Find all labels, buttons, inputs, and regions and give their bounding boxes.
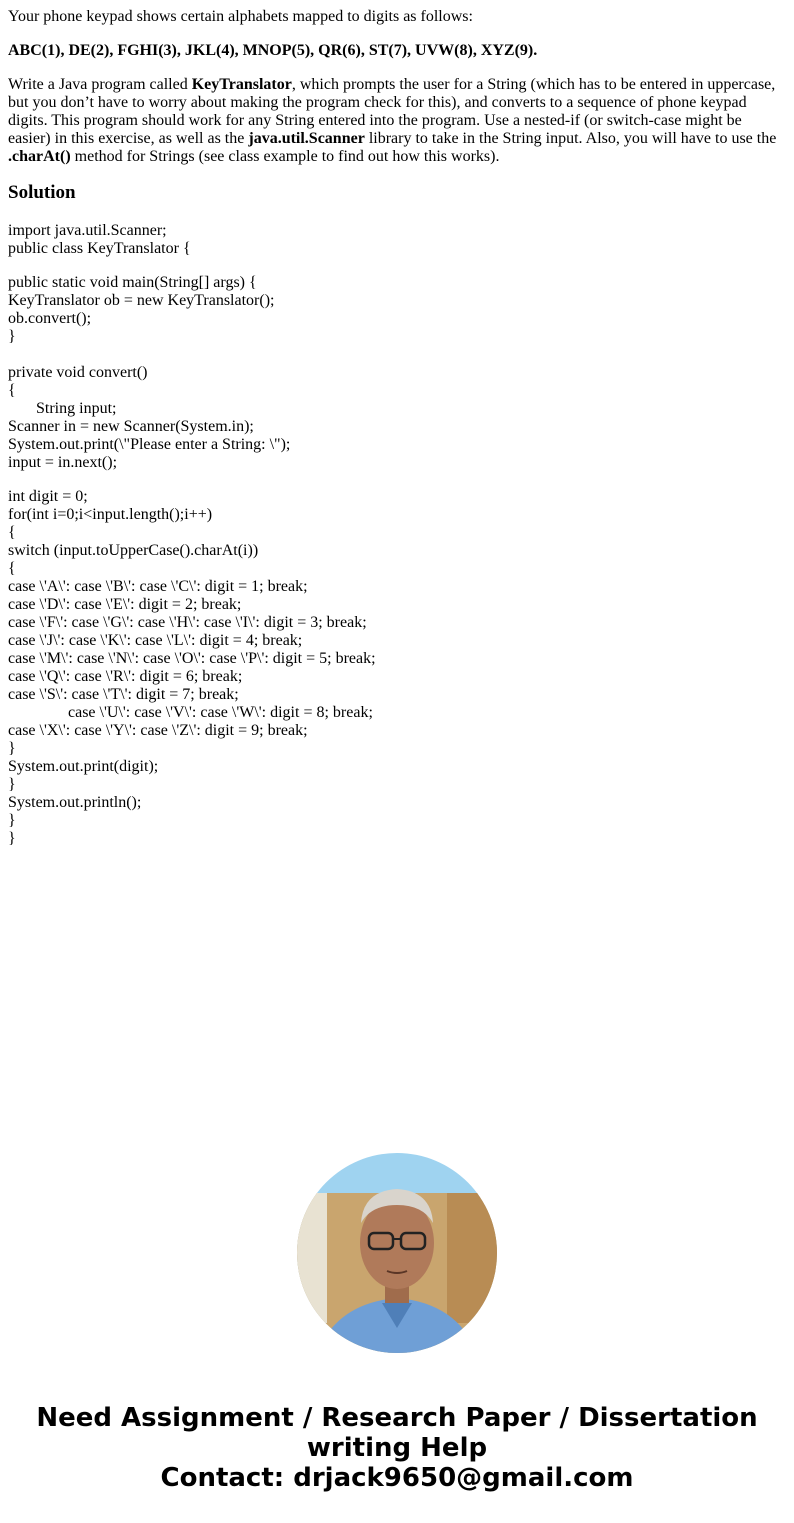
footer-contact: Contact: drjack9650@gmail.com (160, 1463, 634, 1493)
task-text-1: Write a Java program called (8, 76, 192, 93)
code-line: import java.util.Scanner; (8, 222, 167, 239)
code-line: { (8, 524, 16, 541)
task-text-4: method for Strings (see class example to find out how this works). (70, 148, 500, 165)
code-line: System.out.println(); (8, 794, 142, 811)
code-line: input = in.next(); (8, 454, 118, 471)
code-line: } (8, 830, 16, 847)
code-line: System.out.print(digit); (8, 758, 159, 775)
code-line: ob.convert(); (8, 310, 92, 327)
code-gap (8, 258, 786, 274)
code-line: } (8, 328, 16, 345)
code-line: case \'U\': case \'V\': case \'W\': digit = 8; break; (8, 704, 373, 721)
footer-banner (0, 1403, 794, 1493)
code-line: case \'S\': case \'T\': digit = 7; break; (8, 686, 239, 703)
code-line: int digit = 0; (8, 488, 88, 505)
keypad-mapping: ABC(1), DE(2), FGHI(3), JKL(4), MNOP(5), QR(6), ST(7), UVW(8), XYZ(9). (8, 42, 538, 59)
photo-left-panel (297, 1193, 327, 1323)
task-bold-scanner: java.util.Scanner (248, 130, 365, 147)
code-line: String input; (8, 400, 117, 417)
code-line: } (8, 740, 16, 757)
code-line: case \'M\': case \'N\': case \'O\': case \'P\': digit = 5; break; (8, 650, 376, 667)
code-block (8, 222, 786, 848)
footer-line-2: writing Help (306, 1433, 488, 1463)
author-portrait-image (297, 1153, 497, 1353)
task-text-3: library to take in the String input. Also, you will have to use the (364, 130, 777, 147)
code-line: System.out.print(\"Please enter a String: \"); (8, 436, 291, 453)
code-line: } (8, 776, 16, 793)
code-line: KeyTranslator ob = new KeyTranslator(); (8, 292, 275, 309)
author-photo (297, 1153, 497, 1353)
solution-heading: Solution (8, 182, 76, 203)
code-line: } (8, 812, 16, 829)
code-line: case \'A\': case \'B\': case \'C\': digit = 1; break; (8, 578, 308, 595)
document-content (8, 8, 786, 848)
intro-text: Your phone keypad shows certain alphabets mapped to digits as follows: (8, 8, 473, 25)
code-line: switch (input.toUpperCase().charAt(i)) (8, 542, 259, 559)
code-line: { (8, 382, 16, 399)
task-text-2: , which prompts the user for a String (which has to be entered in uppercase, but you don’t have to worry about making the program check for this), and converts to a sequence of phone keypad digits. This program should work for any String entered into the program. Use a nested-if (or switch-case might be easier) in this exercise, as well as the (8, 76, 776, 147)
code-gap (8, 472, 786, 488)
code-line: { (8, 560, 16, 577)
code-line: case \'Q\': case \'R\': digit = 6; break; (8, 668, 243, 685)
code-blank-line (8, 346, 786, 364)
photo-right-panel (447, 1193, 497, 1323)
code-line: case \'J\': case \'K\': case \'L\': digit = 4; break; (8, 632, 303, 649)
code-line: case \'F\': case \'G\': case \'H\': case \'I\': digit = 3; break; (8, 614, 367, 631)
task-description (8, 76, 786, 166)
task-bold-classname: KeyTranslator (191, 76, 292, 93)
code-line: case \'X\': case \'Y\': case \'Z\': digit = 9; break; (8, 722, 308, 739)
code-line: private void convert() (8, 364, 148, 381)
code-line: case \'D\': case \'E\': digit = 2; break; (8, 596, 242, 613)
code-line: public static void main(String[] args) { (8, 274, 257, 291)
task-bold-charat: .charAt() (8, 148, 71, 165)
footer-line-1: Need Assignment / Research Paper / Dissertation (36, 1403, 758, 1433)
code-line: for(int i=0;i<input.length();i++) (8, 506, 213, 523)
code-line: public class KeyTranslator { (8, 240, 191, 257)
code-line: Scanner in = new Scanner(System.in); (8, 418, 254, 435)
